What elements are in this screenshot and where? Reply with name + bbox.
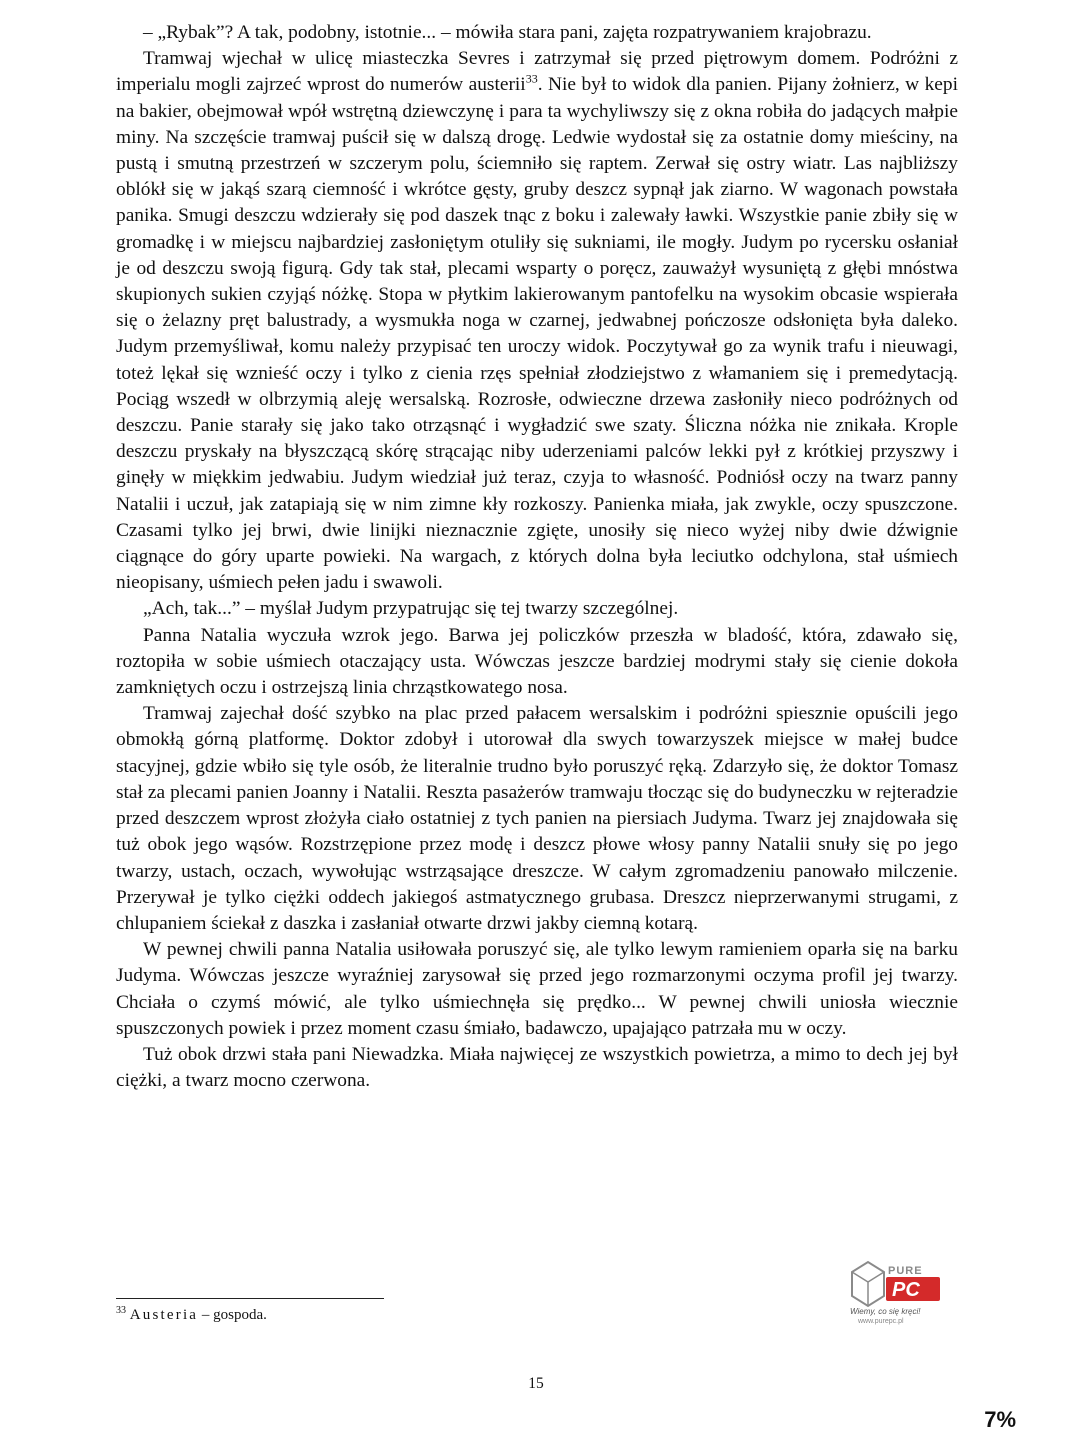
footnote-number: 33 (116, 1305, 126, 1316)
paragraph-6: W pewnej chwili panna Natalia usiłowała poruszyć się, ale tylko lewym ramieniem oparła się na barku Judyma. Wówczas jeszcze wyraźniej zarysował się przed jego rozmarzonymi oczyma profil jej twarzy. Chciała o czymś mówić, ale tylko uśmiechnęła się prędko... W pewnej chwili uniosła wiecznie spuszczonych powiek i przez moment czasu śmiało, badawczo, upajająco patrzała mu w oczy. (116, 939, 958, 1039)
svg-text:Wiemy, co się kręci!: Wiemy, co się kręci! (850, 1307, 921, 1316)
paragraph-2 (116, 46, 958, 596)
paragraph-5: Tramwaj zajechał dość szybko na plac przed pałacem wersalskim i podróżni spiesznie opuścili jego obmokłą górną platformę. Doktor zdobył i utorował dla swych towarzyszek miejsce w małej budce stacyjnej, gdzie wbiło się tyle osób, że literalnie trudno było poruszyć ręką. Zdarzyło się, że doktor Tomasz stał za plecami panien Joanny i Natalii. Reszta pasażerów tramwaju tłocząc się do budyneczku w rejteradzie przed deszczem wprost złożyła ciało ostatniej z tych panien na piersiach Judyma. Twarz jej znajdowała się tuż obok jego wąsów. Rozstrzępione przez modę i deszcz płowe włosy panny Natalii snuły się po jego twarzy, ustach, oczach, wywołując wstrząsające dreszcze. W całym zgromadzeniu panowało milczenie. Przerywał je tylko ciężki oddech jakiegoś astmatycznego grubasa. Dreszcz nieprzerwanymi strugami, z chlupaniem ściekał z daszka i zasłaniał otwarte drzwi jakby ciemną kotarą. (116, 703, 958, 934)
book-text (116, 20, 958, 1094)
paragraph-7: Tuż obok drzwi stała pani Niewadzka. Miała najwięcej ze wszystkich powietrza, a mimo to dech jej był ciężki, a twarz mocno czerwona. (116, 1043, 958, 1092)
purepc-logo-icon (846, 1252, 952, 1326)
paragraph-2-before: Tramwaj wjechał w ulicę miasteczka Sevres i zatrzymał się przed piętrowym domem. Podróżni z imperialu mogli zajrzeć wprost do numerów austerii (116, 48, 958, 96)
footnote-reference[interactable]: 33 (525, 71, 538, 86)
footnote-divider (116, 1298, 384, 1299)
paragraph-2-after: . Nie był to widok dla panien. Pijany żołnierz, w kepi na bakier, obejmował wpół wstrętną dziewczynę i para ta wychyliwszy się z okna robiła do jadących małpie miny. Na szczęście tramwaj puścił się w dalszą drogę. Ledwie wydostał się za ostatnie domy mieściny, na pustą i smutną przestrzeń w szczerym polu, ściemniło się raptem. Zerwał się ostry wiatr. Las najbliższy oblókł się w jakąś szarą ciemność i wkrótce gęsty, gruby deszcz sypnął jak ziarno. W wagonach powstała panika. Smugi deszczu wdzierały się pod daszek tnąc z boku i zalewały ławki. Wszystkie panie zbiły się w gromadkę i w miejscu najbardziej zasłoniętym otuliły się sukniami, ile mogły. Judym po rycersku osłaniał je od deszczu swoją figurą. Gdy tak stał, plecami wsparty o poręcz, zauważył wysuniętą z głębi mnóstwa skupionych sukien czyjąś nóżkę. Stopa w płytkim lakierowanym pantofelku na wysokim obcasie wspierała się o żelazny pręt balustrady, a wysmukła noga w czarnej, jedwabnej pończosze odsłonięta była daleko. Judym przemyśliwał, komu należy przypisać ten uroczy widok. Poczytywał go za wynik trafu i nieuwagi, toteż lękał się wznieść oczy i tylko z cienia rzęs spełniał złodziejstwo z włamaniem się i premedytacją. Pociąg wszedł w olbrzymią aleję wersalską. Rozrosłe, odwieczne drzewa zasłoniły nieco podróżnych od deszczu. Panie starały się jako tako otrząsnąć i wygładzić swe szaty. Śliczna nóżka nie znikała. Krople deszczu pryskały na błyszczącą skórę strącając niby uderzeniami palców lekki pył z krótkiej przyszwy i ginęły w miękkim jedwabiu. Judym wiedział już teraz, czyja to własność. Podniósł oczy na twarz panny Natalii i uczuł, jak zatapiają się w nim zimne kły rozkoszy. Panienka miała, jak zwykle, oczy spuszczone. Czasami tylko jej brwi, dwie linijki nieznacznie zgięte, unosiły się nieco wyżej niby dwie dźwignie ciągnące do góry uparte powieki. Na wargach, z których dolna była leciutko odchylona, stał uśmiech nieopisany, uśmiech pełen jadu i swawoli. (116, 74, 958, 594)
footnote-definition: – gospoda. (198, 1307, 267, 1323)
svg-text:PURE: PURE (888, 1265, 923, 1277)
svg-text:PC: PC (892, 1279, 920, 1301)
footnote-term: Austeria (129, 1307, 199, 1323)
paragraph-1: – „Rybak”? A tak, podobny, istotnie... – mówiła stara pani, zajęta rozpatrywaniem krajobrazu. (143, 22, 872, 43)
reading-progress: 7% (984, 1407, 1016, 1432)
purepc-watermark (846, 1252, 952, 1326)
paragraph-4: Panna Natalia wyczuła wzrok jego. Barwa jej policzków przeszła w bladość, która, zdawało się, roztopiła w sobie uśmiech otaczający usta. Wówczas jeszcze bardziej modrymi stały się cienie dokoła zamkniętych oczu i ostrzejszą linia chrząstkowatego nosa. (116, 624, 958, 699)
paragraph-3: „Ach, tak...” – myślał Judym przypatrując się tej twarzy szczególnej. (143, 598, 679, 620)
svg-text:www.purepc.pl: www.purepc.pl (858, 1318, 904, 1325)
footnote (116, 1305, 267, 1325)
page-number: 15 (528, 1375, 544, 1392)
